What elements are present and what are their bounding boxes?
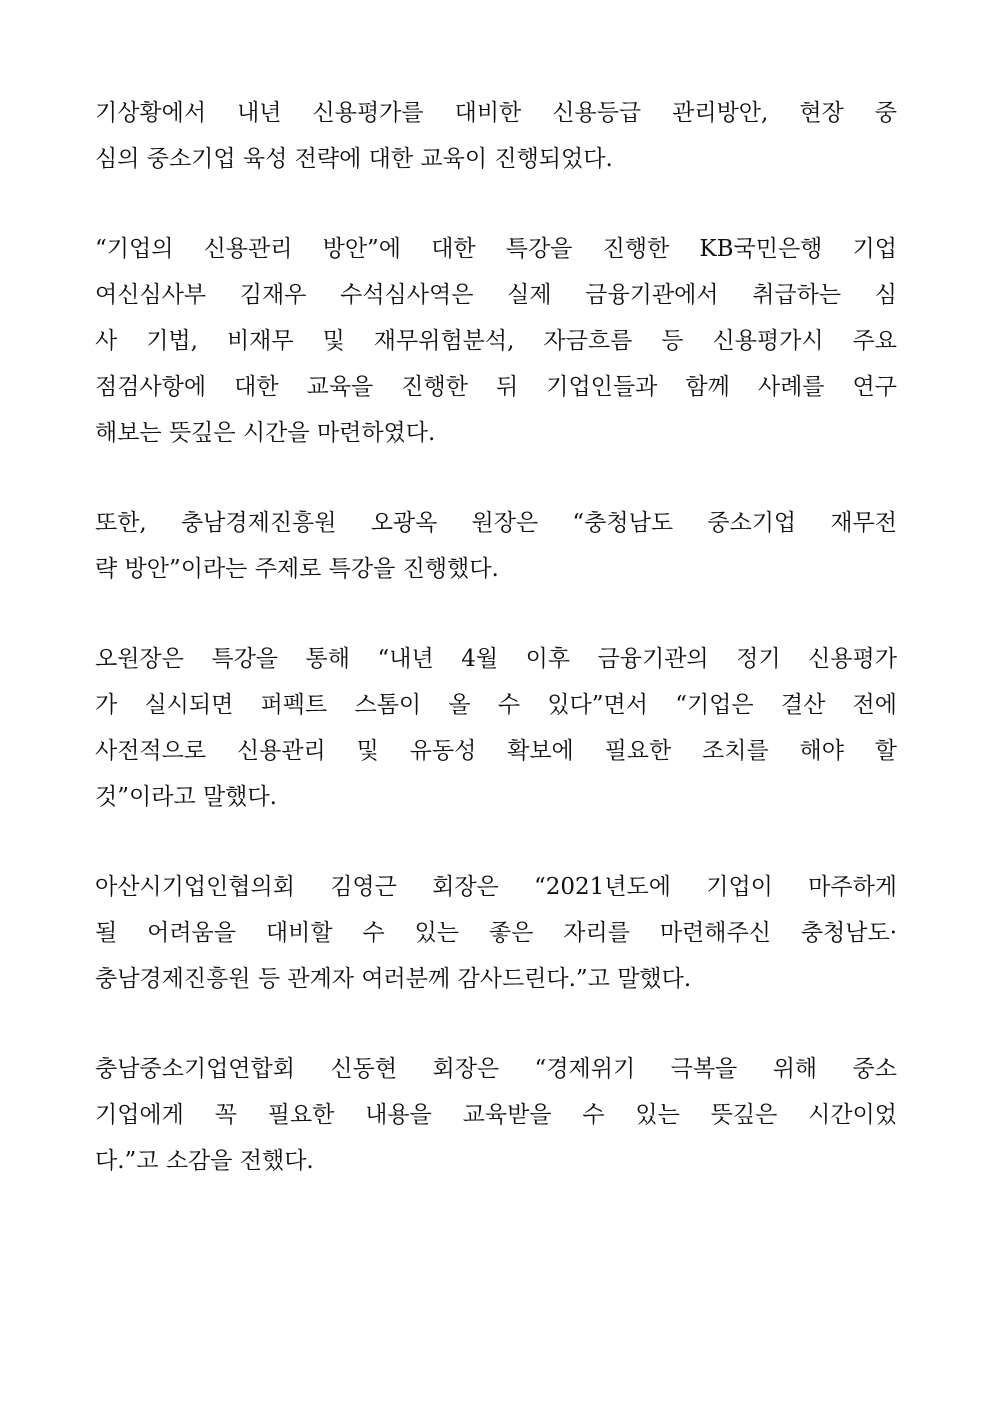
text-line: 가 실시되면 퍼펙트 스톰이 올 수 있다”면서 “기업은 결산 전에	[95, 692, 897, 718]
text-line: 기업에게 꼭 필요한 내용을 교육받을 수 있는 뜻깊은 시간이었	[95, 1102, 897, 1128]
text-line: “기업의 신용관리 방안”에 대한 특강을 진행한 KB국민은행 기업	[95, 236, 897, 262]
paragraph-6	[95, 1046, 897, 1184]
text-line: 점검사항에 대한 교육을 진행한 뒤 기업인들과 함께 사례를 연구	[95, 374, 897, 400]
text-line: 아산시기업인협의회 김영근 회장은 “2021년도에 기업이 마주하게	[95, 874, 897, 900]
text-line: 충남경제진흥원 등 관계자 여러분께 감사드린다.”고 말했다.	[95, 966, 692, 992]
text-line: 사 기법, 비재무 및 재무위험분석, 자금흐름 등 신용평가시 주요	[95, 328, 897, 354]
text-line: 다.”고 소감을 전했다.	[95, 1148, 314, 1174]
paragraph-3	[95, 500, 897, 592]
article-body	[95, 90, 897, 1228]
text-line: 해보는 뜻깊은 시간을 마련하였다.	[95, 420, 436, 446]
text-line: 여신심사부 김재우 수석심사역은 실제 금융기관에서 취급하는 심	[95, 282, 897, 308]
text-line: 것”이라고 말했다.	[95, 784, 277, 810]
text-line: 심의 중소기업 육성 전략에 대한 교육이 진행되었다.	[95, 146, 613, 172]
paragraph-4	[95, 636, 897, 820]
text-line: 기상황에서 내년 신용평가를 대비한 신용등급 관리방안, 현장 중	[95, 100, 897, 126]
text-line: 충남중소기업연합회 신동현 회장은 “경제위기 극복을 위해 중소	[95, 1056, 897, 1082]
text-line: 사전적으로 신용관리 및 유동성 확보에 필요한 조치를 해야 할	[95, 738, 897, 764]
text-line: 또한, 충남경제진흥원 오광옥 원장은 “충청남도 중소기업 재무전	[95, 510, 897, 536]
text-line: 오원장은 특강을 통해 “내년 4월 이후 금융기관의 정기 신용평가	[95, 646, 897, 672]
paragraph-2	[95, 226, 897, 456]
text-line: 략 방안”이라는 주제로 특강을 진행했다.	[95, 556, 499, 582]
text-line: 될 어려움을 대비할 수 있는 좋은 자리를 마련해주신 충청남도·	[95, 920, 897, 946]
paragraph-1	[95, 90, 897, 182]
paragraph-5	[95, 864, 897, 1002]
